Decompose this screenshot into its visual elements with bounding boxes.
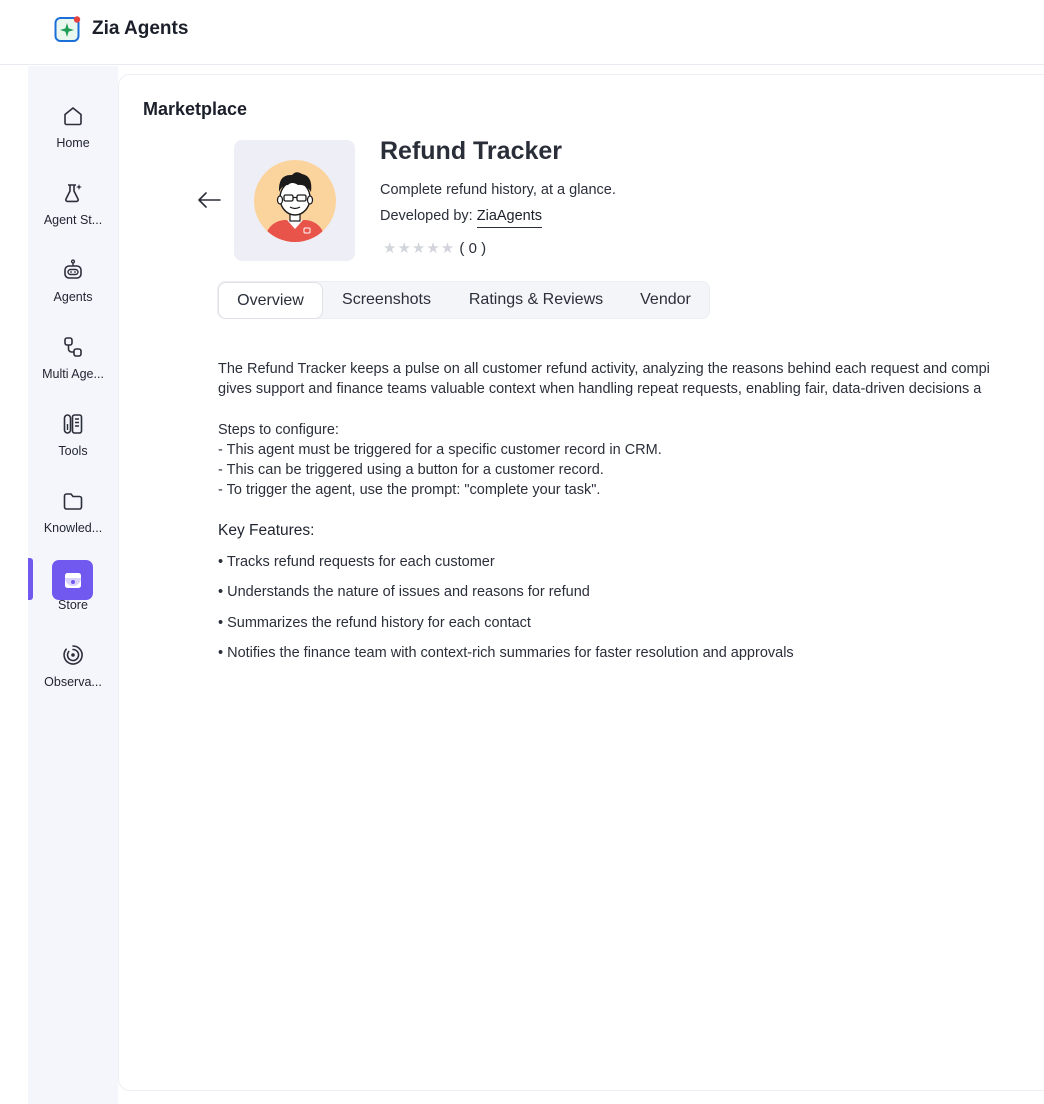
nav-item-home[interactable]: [28, 102, 118, 168]
nav-label-tools: Tools: [58, 444, 88, 458]
developed-by-label: Developed by:: [380, 208, 473, 224]
left-nav-rail: [28, 66, 118, 1104]
robot-icon: [59, 256, 87, 284]
nav-item-observability[interactable]: [28, 641, 118, 707]
detail-tabs: [217, 281, 710, 319]
store-icon: [52, 560, 93, 600]
nav-label-store: Store: [58, 598, 88, 612]
nav-label-observability: Observa...: [44, 675, 102, 689]
observability-icon: [59, 641, 87, 669]
home-icon: [59, 102, 87, 130]
nav-label-agent-studio: Agent St...: [43, 213, 103, 227]
feature-item: • Understands the nature of issues and reasons for refund: [218, 584, 590, 600]
nav-label-knowledge: Knowled...: [43, 521, 103, 535]
nav-item-agent-studio[interactable]: [28, 179, 118, 245]
app-title: Zia Agents: [92, 18, 189, 39]
agent-tagline: Complete refund history, at a glance.: [380, 182, 616, 198]
top-bar: [0, 0, 1044, 65]
folder-icon: [59, 487, 87, 515]
rating-row: [383, 239, 486, 257]
tab-screenshots[interactable]: Screenshots: [342, 291, 431, 308]
nav-item-tools[interactable]: [28, 410, 118, 476]
steps-title: Steps to configure:: [218, 422, 339, 438]
sparkle-logo-icon[interactable]: [54, 15, 82, 43]
step-line: - To trigger the agent, use the prompt: "complete your task".: [218, 482, 601, 498]
feature-item: • Notifies the finance team with context-rich summaries for faster resolution and approvals: [218, 645, 794, 661]
page-title: Marketplace: [143, 99, 248, 119]
agent-name: Refund Tracker: [380, 137, 563, 165]
feature-item: • Tracks refund requests for each customer: [218, 554, 495, 570]
tab-vendor[interactable]: Vendor: [640, 291, 691, 308]
rating-count: ( 0 ): [459, 240, 487, 257]
tab-overview[interactable]: Overview: [218, 282, 323, 319]
nav-label-agents: Agents: [53, 290, 93, 304]
nav-item-agents[interactable]: [28, 256, 118, 322]
nav-item-multi-agent[interactable]: [28, 333, 118, 399]
description-line: gives support and finance teams valuable context when handling repeat requests, enabling fair, data-driven decisions a: [218, 381, 982, 397]
rating-stars: ★★★★★: [383, 240, 456, 257]
tools-icon: [59, 410, 87, 438]
description-line: The Refund Tracker keeps a pulse on all customer refund activity, analyzing the reasons behind each request and compi: [218, 361, 990, 377]
nav-label-multi-agent: Multi Age...: [42, 367, 104, 381]
key-features-title: Key Features:: [218, 522, 315, 539]
step-line: - This agent must be triggered for a specific customer record in CRM.: [218, 442, 662, 458]
agent-avatar: [234, 140, 355, 261]
agent-avatar-tile: [234, 140, 355, 261]
tab-ratings-reviews[interactable]: Ratings & Reviews: [468, 291, 604, 308]
multi-agent-icon: [59, 333, 87, 361]
step-line: - This can be triggered using a button for a customer record.: [218, 462, 604, 478]
nav-item-knowledge[interactable]: [28, 487, 118, 553]
feature-item: • Summarizes the refund history for each contact: [218, 615, 531, 631]
nav-item-store[interactable]: [28, 564, 118, 630]
nav-label-home: Home: [56, 136, 90, 150]
back-arrow-icon[interactable]: [195, 188, 223, 212]
agent-studio-icon: [59, 179, 87, 207]
developer-link[interactable]: ZiaAgents: [477, 208, 542, 228]
developer-row: [380, 208, 542, 224]
